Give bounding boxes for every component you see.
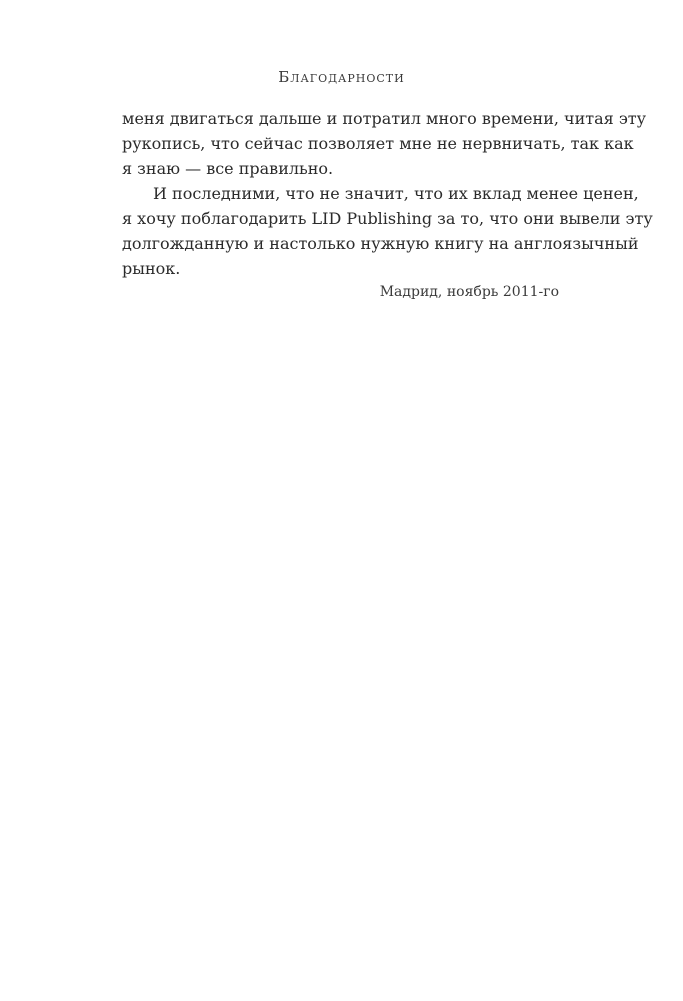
paragraph-1 <box>122 106 647 181</box>
running-header: Благодарности <box>278 68 405 86</box>
text-line: рукопись, что сейчас позволяет мне не нервничать, так как <box>122 134 634 153</box>
text-line: я хочу поблагодарить LID Publishing за то, что они вывели эту <box>122 209 653 228</box>
text-line: И последними, что не значит, что их вклад менее ценен, <box>153 184 639 203</box>
text-line: долгожданную и настолько нужную книгу на англоязычный <box>122 234 639 253</box>
body-text <box>122 106 653 281</box>
text-line: я знаю — все правильно. <box>122 159 334 178</box>
text-line: меня двигаться дальше и потратил много времени, читая эту <box>122 109 647 128</box>
place-date-signature: Мадрид, ноябрь 2011-го <box>379 284 559 300</box>
text-line: рынок. <box>122 259 181 278</box>
paragraph-2 <box>122 181 653 281</box>
